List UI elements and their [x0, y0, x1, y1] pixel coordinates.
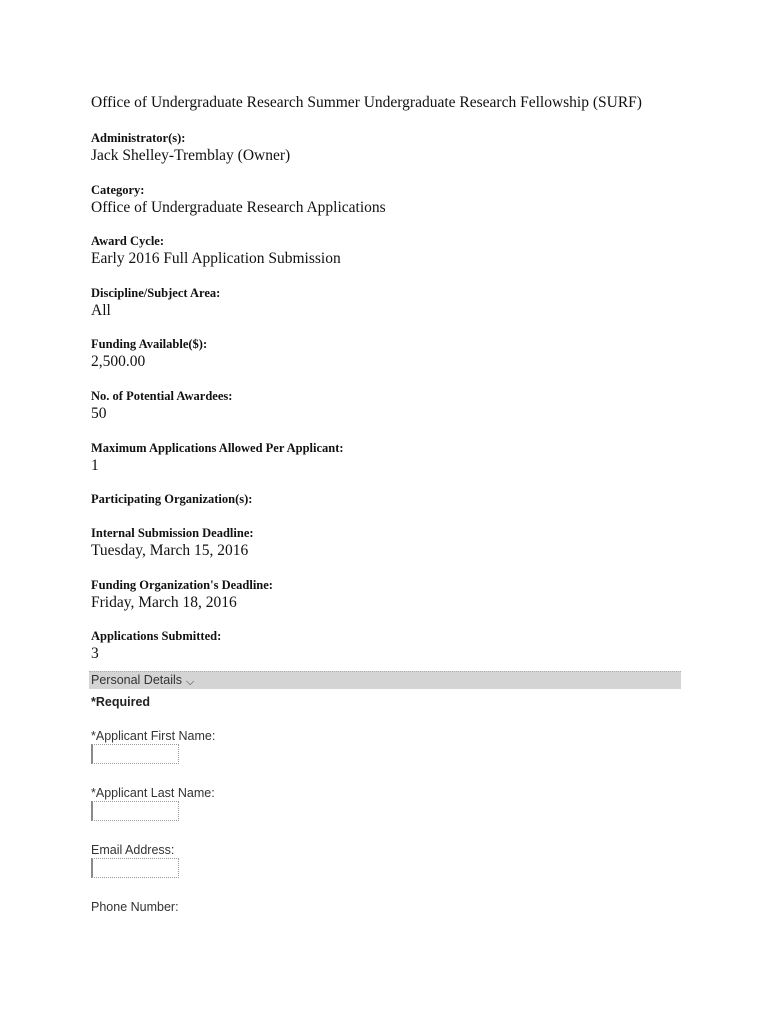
detail-value: Office of Undergraduate Research Applications — [91, 198, 386, 216]
email-group — [91, 842, 179, 878]
detail-participating-orgs — [91, 491, 691, 525]
detail-funding-available — [91, 336, 691, 388]
detail-potential-awardees — [91, 388, 691, 440]
detail-label: No. of Potential Awardees: — [91, 388, 233, 403]
section-title: Personal Details — [91, 673, 183, 687]
detail-value: Jack Shelley-Tremblay (Owner) — [91, 147, 291, 164]
detail-label: Category: — [91, 182, 145, 197]
fellowship-details — [91, 93, 691, 680]
detail-value: 3 — [91, 645, 99, 663]
detail-award-cycle — [91, 233, 691, 285]
phone-group — [91, 899, 179, 915]
personal-details-section-header[interactable] — [89, 671, 681, 689]
detail-label: Applications Submitted: — [91, 629, 222, 644]
first-name-label: *Applicant First Name: — [91, 729, 216, 743]
detail-value: All — [91, 301, 111, 319]
detail-label: Funding Available($): — [91, 337, 208, 352]
detail-discipline — [91, 285, 691, 337]
detail-value: Tuesday, March 15, 2016 — [91, 542, 249, 560]
detail-value: 2,500.00 — [91, 353, 146, 371]
detail-funding-org-deadline — [91, 577, 691, 629]
detail-value: 50 — [91, 404, 107, 422]
email-label: Email Address: — [91, 843, 175, 857]
required-note: *Required — [91, 695, 151, 709]
chevron-down-icon[interactable]: ⌵ — [186, 676, 195, 688]
page-title: Office of Undergraduate Research Summer Undergraduate Research Fellowship (SURF) — [91, 94, 642, 111]
phone-label: Phone Number: — [91, 900, 179, 914]
detail-value: Friday, March 18, 2016 — [91, 593, 237, 611]
last-name-label: *Applicant Last Name: — [91, 786, 215, 800]
detail-max-applications — [91, 440, 691, 492]
detail-category — [91, 182, 691, 234]
detail-administrators — [91, 130, 691, 182]
detail-value: 1 — [91, 456, 99, 474]
detail-label: Internal Submission Deadline: — [91, 526, 254, 541]
detail-label: Award Cycle: — [91, 234, 165, 249]
last-name-group — [91, 785, 215, 821]
detail-label: Participating Organization(s): — [91, 492, 253, 507]
first-name-field[interactable] — [91, 744, 179, 764]
detail-label: Administrator(s): — [91, 131, 186, 145]
last-name-field[interactable] — [91, 801, 179, 821]
detail-label: Discipline/Subject Area: — [91, 285, 221, 300]
detail-label: Funding Organization's Deadline: — [91, 577, 273, 592]
detail-value: Early 2016 Full Application Submission — [91, 250, 341, 268]
email-field[interactable] — [91, 858, 179, 878]
detail-label: Maximum Applications Allowed Per Applicant: — [91, 440, 344, 455]
detail-internal-deadline — [91, 525, 691, 577]
first-name-group — [91, 728, 215, 764]
